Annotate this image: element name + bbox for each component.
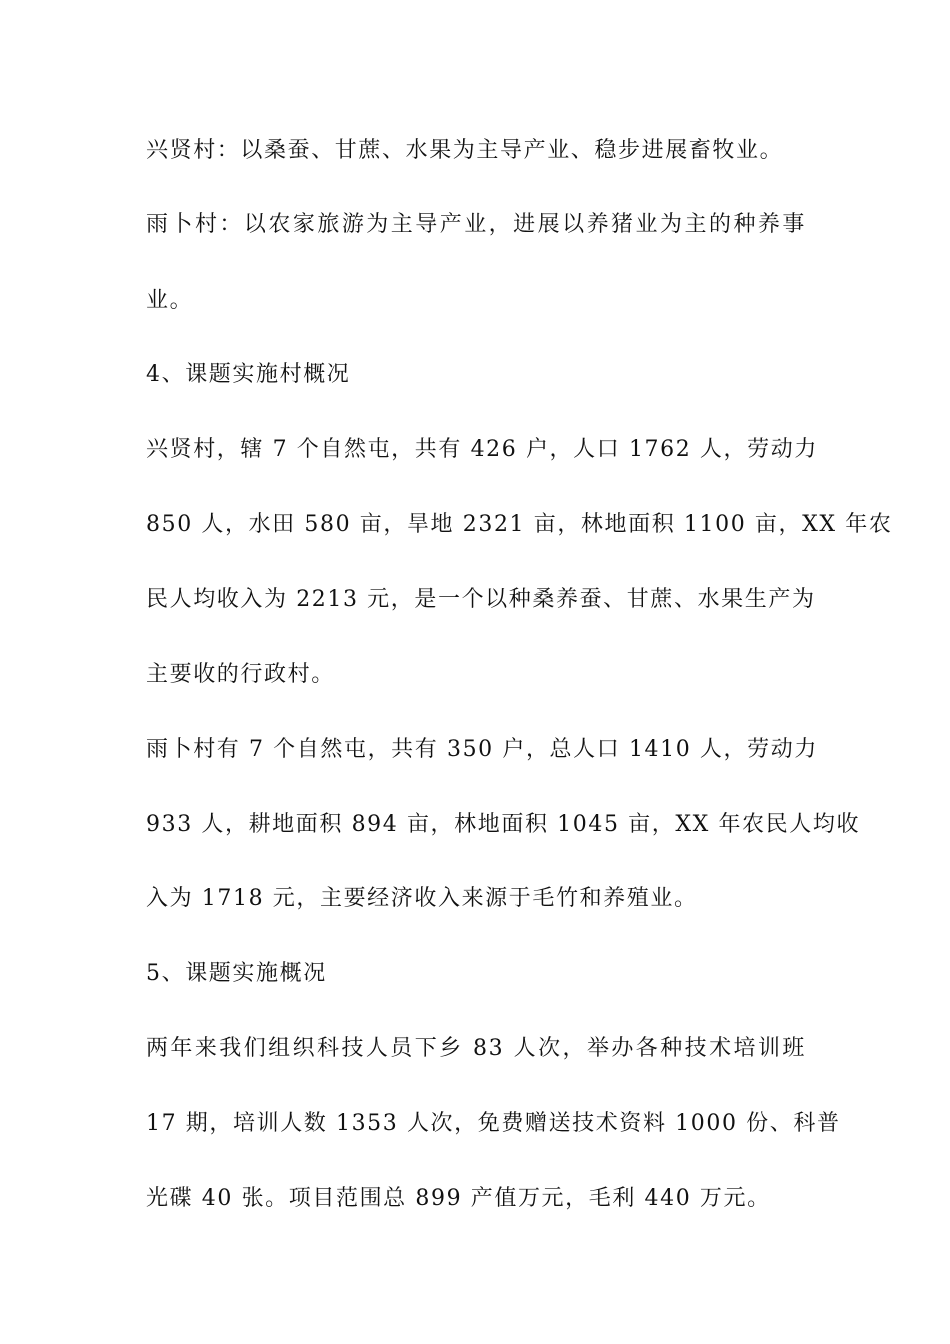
- text-line-11: 入为 1718 元，主要经济收入来源于毛竹和养殖业。: [146, 886, 698, 911]
- section-heading-4: 4、课题实施村概况: [146, 362, 351, 387]
- text-line-14: 17 期，培训人数 1353 人次，免费赠送技术资料 1000 份、科普: [146, 1111, 841, 1136]
- text-line-3: 业。: [146, 288, 194, 313]
- section-heading-5: 5、课题实施概况: [146, 961, 327, 986]
- text-line-6: 850 人，水田 580 亩，旱地 2321 亩，林地面积 1100 亩，XX 年农: [146, 512, 893, 537]
- text-line-15: 光碟 40 张。项目范围总 899 产值万元，毛利 440 万元。: [146, 1186, 771, 1211]
- text-line-8: 主要收的行政村。: [146, 662, 335, 687]
- text-line-10: 933 人，耕地面积 894 亩，林地面积 1045 亩，XX 年农民人均收: [146, 812, 861, 837]
- text-line-1: 兴贤村：以桑蚕、甘蔗、水果为主导产业、稳步进展畜牧业。: [146, 138, 784, 163]
- text-line-9: 雨卜村有 7 个自然屯，共有 350 户，总人口 1410 人，劳动力: [146, 737, 818, 762]
- text-line-7: 民人均收入为 2213 元，是一个以种桑养蚕、甘蔗、水果生产为: [146, 587, 816, 612]
- text-line-5: 兴贤村，辖 7 个自然屯，共有 426 户，人口 1762 人，劳动力: [146, 437, 818, 462]
- text-line-13: 两年来我们组织科技人员下乡 83 人次，举办各种技术培训班: [146, 1036, 806, 1061]
- text-line-2: 雨卜村：以农家旅游为主导产业，进展以养猪业为主的种养事: [146, 212, 806, 237]
